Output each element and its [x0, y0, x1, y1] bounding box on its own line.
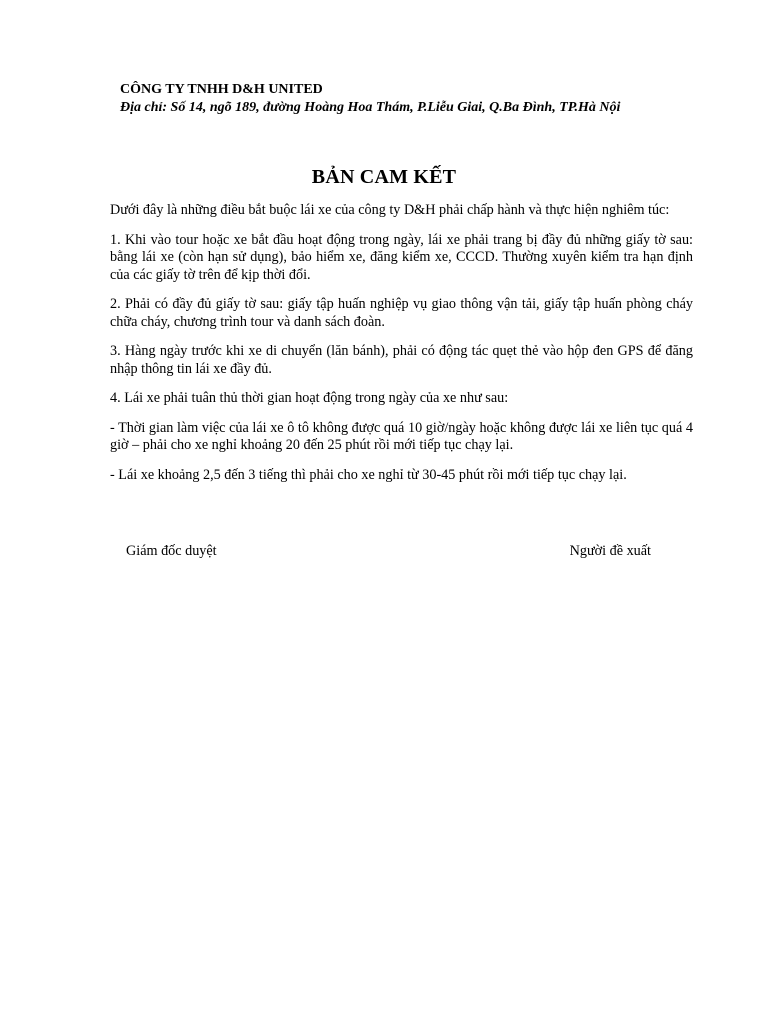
intro-paragraph: Dưới đây là những điều bắt buộc lái xe của công ty D&H phải chấp hành và thực hiện nghiêm túc: [110, 202, 670, 218]
document-body [110, 202, 693, 496]
rule-paragraph-4: 4. Lái xe phải tuân thủ thời gian hoạt động trong ngày của xe như sau: [110, 390, 509, 406]
company-address: Địa chỉ: Số 14, ngõ 189, đường Hoàng Hoa Thám, P.Liễu Giai, Q.Ba Đình, TP.Hà Nội [120, 100, 621, 115]
rule-paragraph-4-item-2: - Lái xe khoảng 2,5 đến 3 tiếng thì phải cho xe nghỉ từ 30-45 phút rồi mới tiếp tục chạy lại. [110, 466, 627, 483]
signature-proposer: Người đề xuất [569, 543, 651, 559]
rule-paragraph-3: 3. Hàng ngày trước khi xe di chuyển (lăn bánh), phải có động tác quẹt thẻ vào hộp đen GPS để đăng nhập thông tin lái xe đầy đủ. [110, 343, 693, 377]
rule-paragraph-2: 2. Phải có đầy đủ giấy tờ sau: giấy tập huấn nghiệp vụ giao thông vận tải, giấy tập huấn phòng cháy chữa cháy, chương trình tour và danh sách đoàn. [110, 296, 693, 330]
document-title: BẢN CAM KẾT [311, 166, 457, 188]
rule-paragraph-4-item-1: - Thời gian làm việc của lái xe ô tô không được quá 10 giờ/ngày hoặc không được lái xe liên tục quá 4 giờ – phải cho xe nghỉ khoảng 20 đến 25 phút rồi mới tiếp tục chạy lại. [110, 419, 693, 453]
rule-paragraph-1: 1. Khi vào tour hoặc xe bắt đầu hoạt động trong ngày, lái xe phải trang bị đầy đủ những giấy tờ sau: bằng lái xe (còn hạn sử dụng), bảo hiểm xe, đăng kiểm xe, CCCD. Thường xuyên kiểm tra hạn định của các giấy tờ trên để kịp thời đổi. [110, 231, 693, 283]
document-header [120, 81, 680, 117]
company-name: CÔNG TY TNHH D&H UNITED [120, 82, 323, 97]
signature-director: Giám đốc duyệt [126, 543, 217, 559]
